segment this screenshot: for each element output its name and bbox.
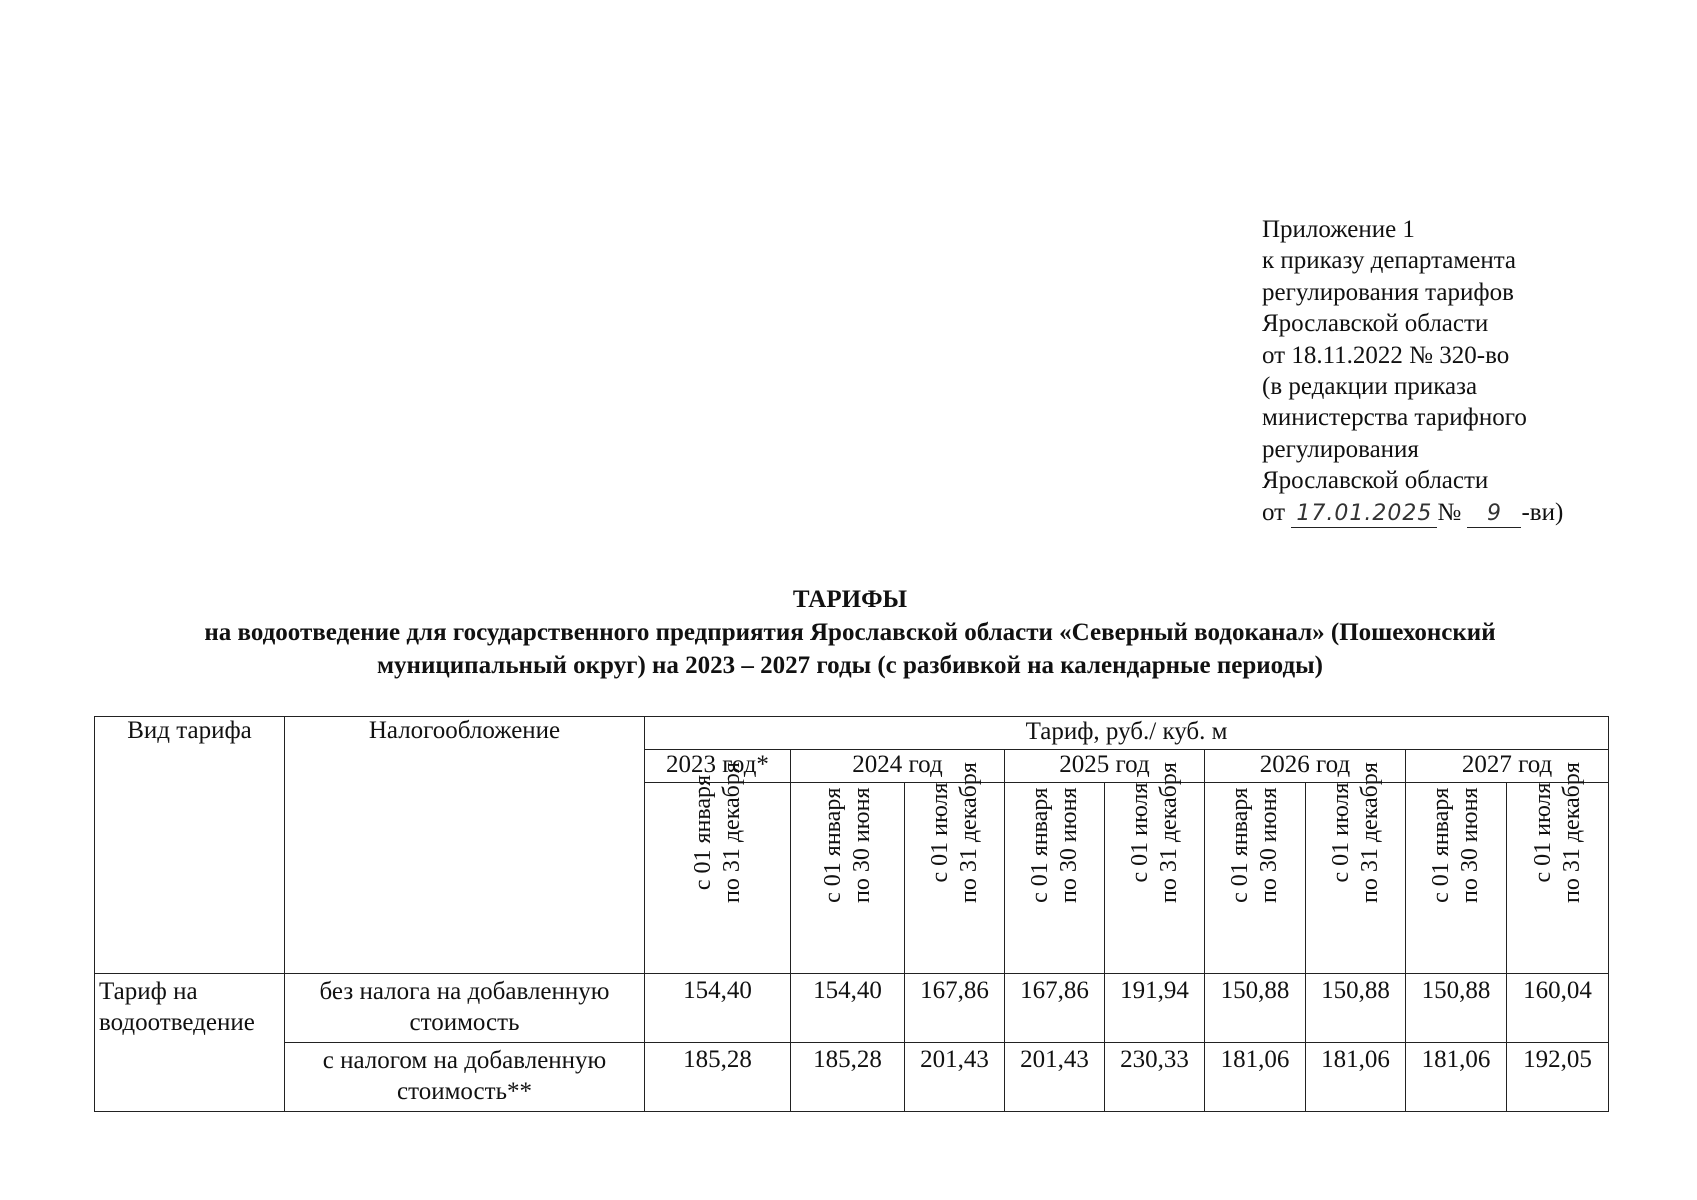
tariff-kind-cell: Тариф на водоотведение (95, 974, 285, 1112)
handwritten-number: 9 (1467, 501, 1521, 528)
annex-last-suffix: -ви) (1521, 498, 1564, 526)
value-cell: 185,28 (791, 1043, 905, 1112)
tariff-table (94, 716, 1609, 1112)
header-period: с 01 января по 30 июня (791, 783, 905, 974)
header-year: 2023 год* (645, 750, 791, 783)
value-cell: 192,05 (1507, 1043, 1609, 1112)
annex-line: регулирования (1262, 435, 1419, 463)
annex-num-prefix: № (1437, 498, 1462, 526)
header-period: с 01 января по 30 июня (1406, 783, 1507, 974)
value-cell: 167,86 (1005, 974, 1105, 1043)
header-year: 2027 год (1406, 750, 1609, 783)
annex-line: от 18.11.2022 № 320-во (1262, 341, 1510, 369)
header-year: 2025 год (1005, 750, 1205, 783)
header-period: с 01 июля по 31 декабря (1105, 783, 1205, 974)
value-cell: 181,06 (1205, 1043, 1306, 1112)
value-cell: 154,40 (645, 974, 791, 1043)
annex-line: (в редакции приказа (1262, 373, 1478, 401)
handwritten-date: 17.01.2025 (1291, 501, 1437, 528)
annex-line: Ярославской области (1262, 310, 1489, 338)
header-period: с 01 июля по 31 декабря (1507, 783, 1609, 974)
header-taxation: Налогообложение (285, 717, 645, 974)
annex-line: Приложение 1 (1262, 216, 1415, 243)
taxation-cell: с налогом на добавленную стоимость** (285, 1043, 645, 1112)
annex-line: регулирования тарифов (1262, 278, 1514, 306)
annex-line: Ярославской области (1262, 467, 1489, 495)
value-cell: 181,06 (1406, 1043, 1507, 1112)
annex-signature-line (1262, 497, 1563, 528)
value-cell: 230,33 (1105, 1043, 1205, 1112)
value-cell: 191,94 (1105, 974, 1205, 1043)
value-cell: 201,43 (1005, 1043, 1105, 1112)
annex-block (1262, 214, 1563, 528)
annex-line: министерства тарифного (1262, 404, 1527, 432)
value-cell: 150,88 (1205, 974, 1306, 1043)
header-period: с 01 января по 31 декабря (645, 783, 791, 974)
header-year: 2026 год (1205, 750, 1406, 783)
header-period: с 01 июля по 31 декабря (1306, 783, 1406, 974)
taxation-cell: без налога на добавленную стоимость (285, 974, 645, 1043)
value-cell: 160,04 (1507, 974, 1609, 1043)
header-year: 2024 год (791, 750, 1005, 783)
annex-last-prefix: от (1262, 498, 1286, 526)
document-title (90, 583, 1610, 682)
table-row (95, 1043, 1609, 1112)
value-cell: 201,43 (905, 1043, 1005, 1112)
value-cell: 185,28 (645, 1043, 791, 1112)
header-period: с 01 января по 30 июня (1205, 783, 1306, 974)
table-row (95, 974, 1609, 1043)
value-cell: 154,40 (791, 974, 905, 1043)
annex-line: к приказу департамента (1262, 247, 1517, 275)
header-tariff-kind: Вид тарифа (95, 717, 285, 974)
value-cell: 181,06 (1306, 1043, 1406, 1112)
value-cell: 150,88 (1306, 974, 1406, 1043)
header-tariff-unit: Тариф, руб./ куб. м (645, 717, 1609, 750)
value-cell: 150,88 (1406, 974, 1507, 1043)
title-line-2: муниципальный округ) на 2023 – 2027 годы (с разбивкой на календарные периоды) (377, 652, 1323, 679)
header-period: с 01 июля по 31 декабря (905, 783, 1005, 974)
header-period: с 01 января по 30 июня (1005, 783, 1105, 974)
value-cell: 167,86 (905, 974, 1005, 1043)
title-heading: ТАРИФЫ (792, 586, 908, 613)
title-line-1: на водоотведение для государственного предприятия Ярославской области «Северный водоканал» (Пошехонский (204, 619, 1496, 646)
